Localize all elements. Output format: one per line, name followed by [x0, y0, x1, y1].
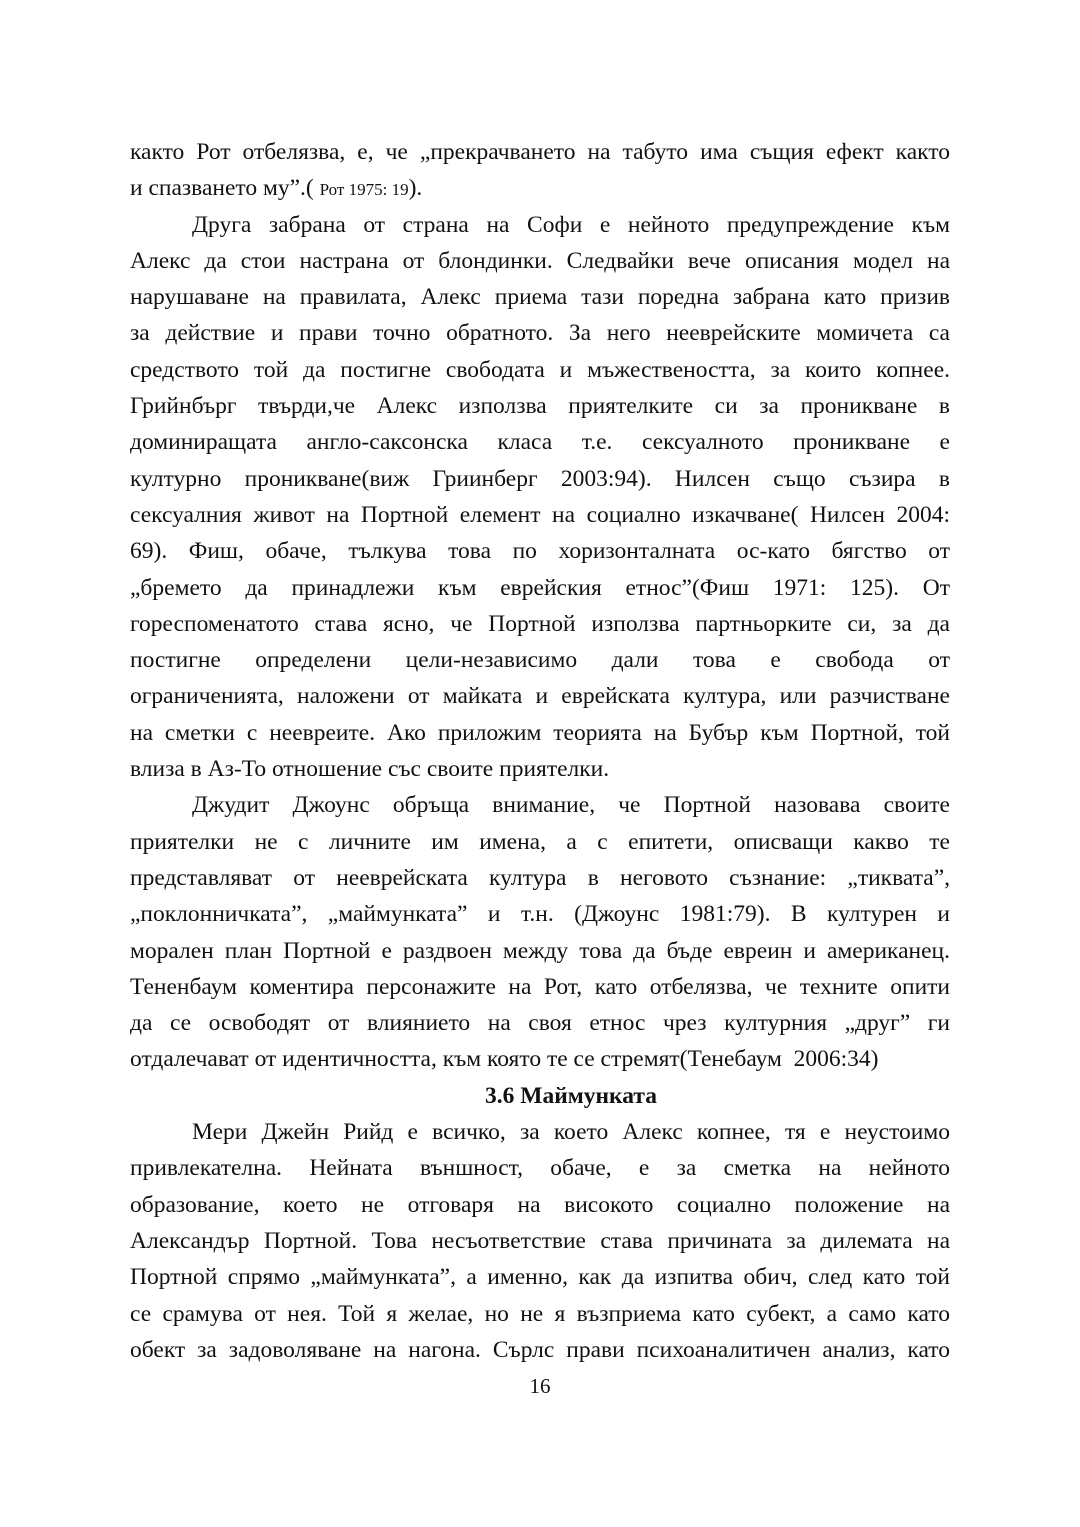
text-line: Джудит Джоунс обръща внимание, че Портной назовава своите [192, 792, 950, 819]
text-line: влиза в Аз-То отношение със своите приятелки. [130, 756, 610, 783]
paragraph [130, 134, 950, 207]
text-line: „поклонничката”, „маймунката” и т.н. (Джоунс 1981:79). В културен и [130, 901, 950, 928]
text-line: Мери Джейн Рийд е всичко, за което Алекс копнее, тя е неустоимо [192, 1119, 950, 1146]
text-line: отдалечават от идентичността, към която те се стремят(Тенебаум 2006:34) [130, 1046, 879, 1073]
text-line: Александър Портной. Това несъответствие става причината за дилемата на [130, 1227, 950, 1254]
section-heading: 3.6 Маймунката [485, 1082, 657, 1109]
text-line: се срамува от нея. Той я желае, но не я възприема като субект, а само като [130, 1300, 950, 1327]
body-text [130, 134, 950, 1404]
text-line: привлекателна. Нейната външност, обаче, е за сметка на нейното [130, 1155, 950, 1182]
text-line: обект за задоволяване на нагона. Сърлс прави психоаналитичен анализ, като [130, 1336, 950, 1363]
text-line: гореспоменатото става ясно, че Портной използва партньорките си, за да [130, 610, 950, 637]
text-line: приятелки не с личните им имена, а с епитети, описващи какво те [130, 828, 950, 855]
text-line: сексуалния живот на Портной елемент на социално изкачване( Нилсен 2004: [130, 501, 950, 528]
text-line: нарушаване на правилата, Алекс приема тази поредна забрана като призив [130, 284, 950, 311]
text-line: на сметки с неевреите. Ако приложим теорията на Бубър към Портной, той [130, 719, 950, 746]
text-line: както Рот отбелязва, е, че „прекрачването на табуто има същия ефект както [130, 139, 950, 165]
text-line: средството той да постигне свободата и мъжествеността, за които копнее. [130, 356, 950, 383]
text-line: морален план Портной е раздвоен между това да бъде евреин и американец. [130, 937, 950, 964]
text-line: постигне определени цели-независимо дали това е свобода от [130, 647, 950, 674]
text-line: ограниченията, наложени от майката и еврейската култура, или разчистване [130, 683, 950, 710]
paragraph [130, 207, 950, 788]
text-line: Друга забрана от страна на Софи е нейното предупреждение към [192, 211, 950, 238]
text-line: доминиращата англо-саксонска класа т.е. сексуалното проникване е [130, 429, 950, 456]
page-number: 16 [529, 1374, 551, 1399]
text-line: да се освободят от влиянието на своя етнос чрез културния „друг” ги [130, 1010, 950, 1037]
text-line: 69). Фиш, обаче, тълкува това по хоризонталната ос-като бягство от [130, 538, 950, 565]
paragraph [130, 1114, 950, 1368]
text-line: Портной спрямо „маймунката”, а именно, как да изпитва обич, след като той [130, 1264, 950, 1291]
text-line: Тененбаум коментира персонажите на Рот, като отбелязва, че техните опити [130, 973, 950, 1000]
text-line: културно проникване(виж Гриинберг 2003:94). Нилсен също съзира в [130, 465, 950, 492]
text-line: Грийнбърг твърди,че Алекс използва приятелките си за проникване в [130, 393, 950, 420]
citation: Рот 1975: 19 [319, 180, 409, 200]
text-line: Алекс да стои настрана от блондинки. Следвайки вече описания модел на [130, 247, 950, 274]
text-line: образование, което не отговаря на високото социално положение на [130, 1191, 950, 1218]
paragraph [130, 787, 950, 1077]
text-segment: и спазването му”.( [130, 175, 320, 202]
text-line: „бремето да принадлежи към еврейския етнос”(Фиш 1971: 125). От [130, 574, 950, 601]
text-line: за действие и прави точно обратното. За него нееврейските момичета са [130, 320, 950, 347]
text-line: представляват от нееврейската култура в неговото съзнание: „тиквата”, [130, 864, 950, 891]
text-segment: ). [408, 175, 423, 202]
text-line [130, 170, 950, 206]
